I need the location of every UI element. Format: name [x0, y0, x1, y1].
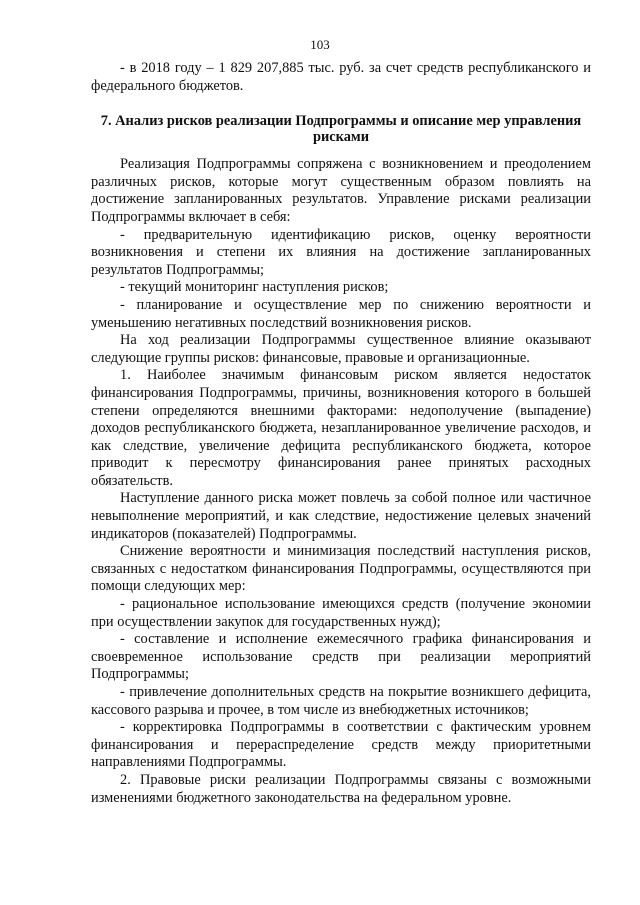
paragraph-mitigation: Снижение вероятности и минимизация последствий наступления рисков, связанных с недостатком финансирования Подпрограммы, осуществляются при помощи следующих мер: [91, 543, 591, 595]
paragraph-legal-risks: 2. Правовые риски реализации Подпрограммы связаны с возможными изменениями бюджетного законодательства на федеральном уровне. [91, 771, 591, 806]
paragraph-risk-groups: На ход реализации Подпрограммы существенное влияние оказывают следующие группы рисков: финансовые, правовые и организационные. [91, 332, 591, 366]
document-body [91, 60, 591, 807]
bullet-additional-funds: - привлечение дополнительных средств на покрытие возникшего дефицита, кассового разрыва и прочее, в том числе из внебюджетных источников; [91, 684, 591, 718]
page-number: 103 [310, 37, 330, 52]
funding-2018-bullet: - в 2018 году – 1 829 207,885 тыс. руб. за счет средств республиканского и федерального бюджетов. [91, 60, 591, 94]
paragraph-risk-intro: Реализация Подпрограммы сопряжена с возникновением и преодолением различных рисков, которые могут существенным образом повлиять на достижение запланированных результатов. Управление рисками реализации Подпрограммы включает в себя: [91, 156, 591, 225]
paragraph-financial-risk: 1. Наиболее значимым финансовым риском является недостаток финансирования Подпрограммы, причины, возникновения которого в большей степени определяются внешними факторами: недополучение (выпадение) доходов республиканского бюджета, незапланированное увеличение расходов, и как следствие, увеличение дефицита республиканского бюджета, которое приводит к пересмотру финансирования ранее принятых расходных обязательств. [91, 367, 591, 489]
bullet-planning: - планирование и осуществление мер по снижению вероятности и уменьшению негативных последствий возникновения рисков. [91, 296, 591, 331]
bullet-rational-use: - рациональное использование имеющихся средств (получение экономии при осуществлении закупок для государственных нужд); [91, 596, 591, 630]
bullet-adjustment: - корректировка Подпрограммы в соответствии с фактическим уровнем финансирования и перераспределение средств между приоритетными направлениями Подпрограммы. [91, 719, 591, 771]
bullet-identification: - предварительную идентификацию рисков, оценку вероятности возникновения и степени их влияния на достижение запланированных результатов Подпрограммы; [91, 226, 591, 278]
paragraph-risk-consequences: Наступление данного риска может повлечь за собой полное или частичное невыполнение мероприятий, и как следствие, недостижение целевых значений индикаторов (показателей) Подпрограммы. [91, 490, 591, 542]
bullet-monthly-schedule: - составление и исполнение ежемесячного графика финансирования и своевременное использование средств при реализации мероприятий Подпрограммы; [91, 631, 591, 683]
section-heading: 7. Анализ рисков реализации Подпрограммы и описание мер управления рисками [100, 113, 582, 146]
bullet-monitoring: - текущий мониторинг наступления рисков; [120, 279, 389, 296]
